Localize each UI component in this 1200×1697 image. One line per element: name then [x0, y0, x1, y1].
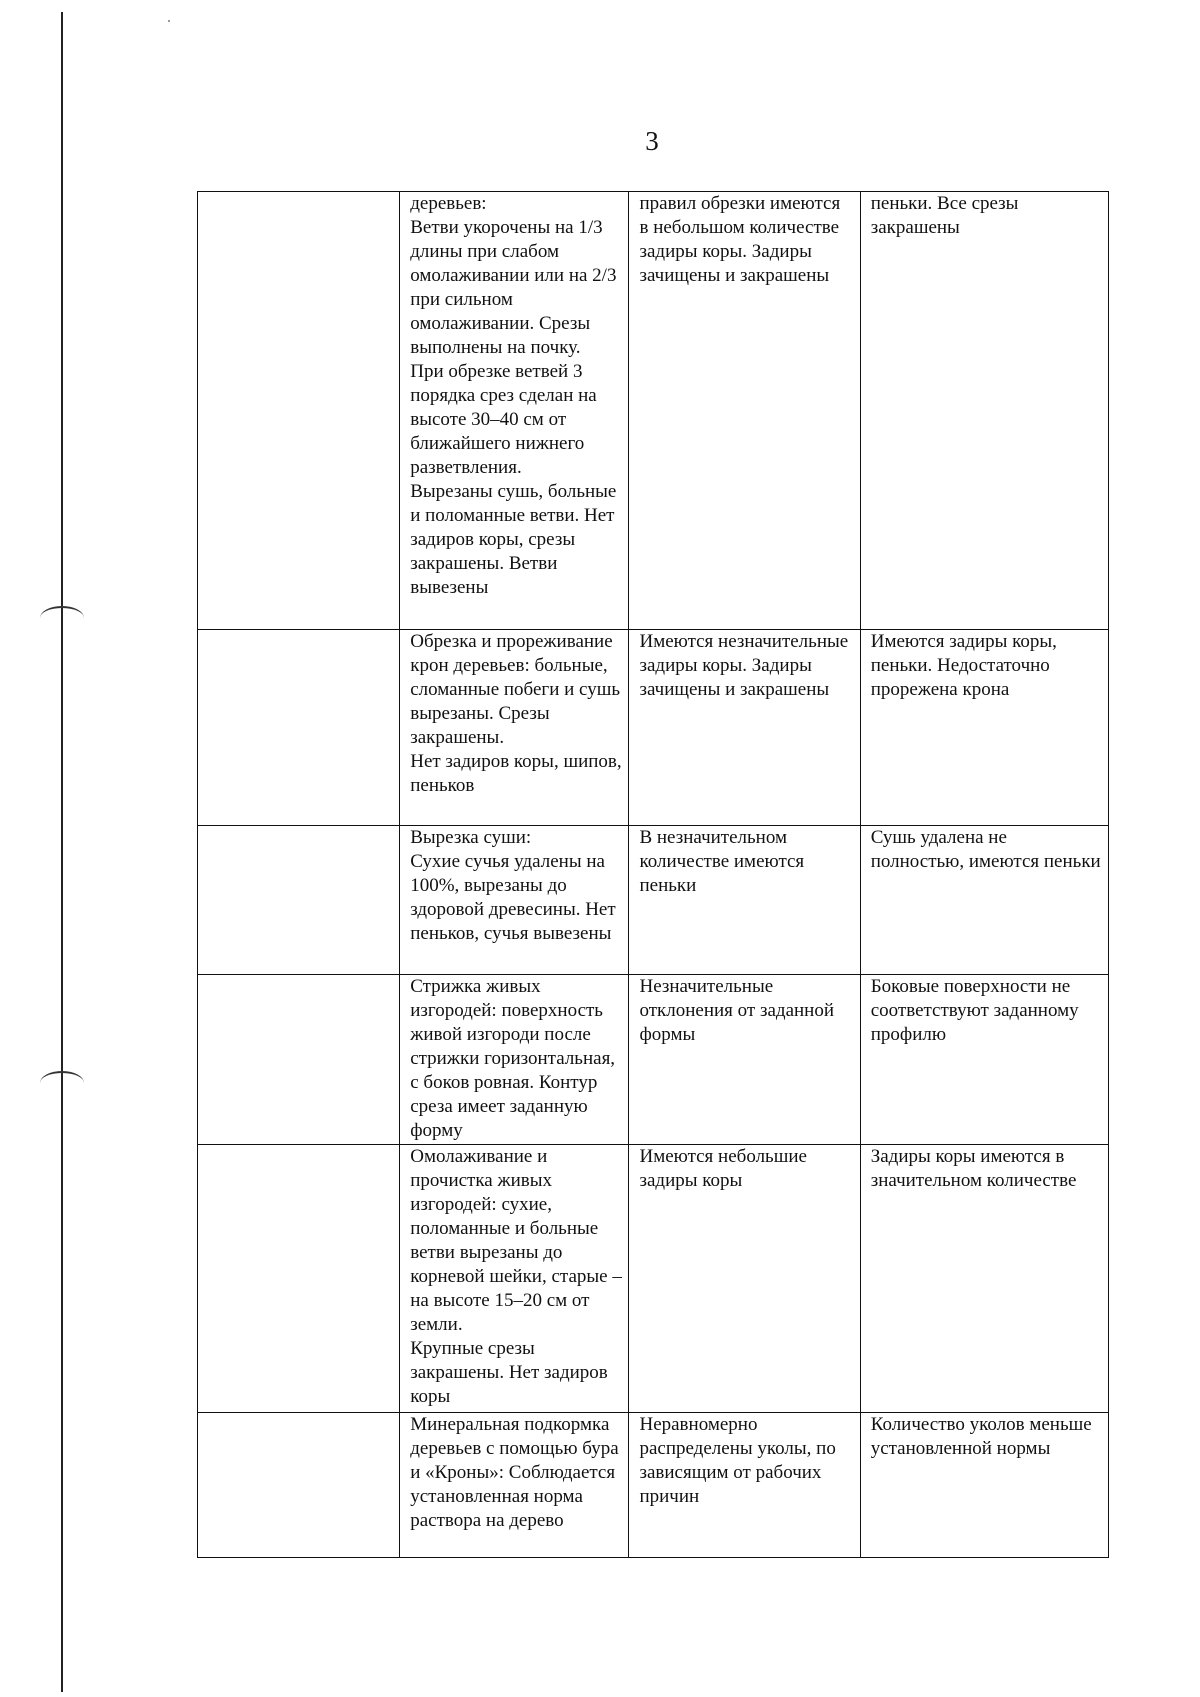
table-cell-blank — [198, 630, 400, 826]
binding-line — [61, 12, 63, 1692]
table-cell-major-defects: Сушь удалена не полностью, имеются пеньки — [860, 826, 1108, 975]
table-cell-requirement: Вырезка суши: Сухие сучья удалены на 100%, вырезаны до здоровой древесины. Нет пеньков, сучья вывезены — [400, 826, 629, 975]
table-cell-major-defects: Задиры коры имеются в значительном количестве — [860, 1145, 1108, 1413]
table-cell-blank — [198, 1413, 400, 1558]
table-row — [198, 192, 1109, 630]
table-row — [198, 975, 1109, 1145]
scan-speck — [168, 20, 170, 22]
table-cell-requirement: Минеральная подкормка деревьев с помощью бура и «Кроны»: Соблюдается установленная норма раствора на дерево — [400, 1413, 629, 1558]
table-cell-blank — [198, 826, 400, 975]
table-row — [198, 1145, 1109, 1413]
table-cell-requirement: Омолаживание и прочистка живых изгородей: сухие, поломанные и больные ветви вырезаны до корневой шейки, старые – на высоте 15–20 см от земли. Крупные срезы закрашены. Нет задиров коры — [400, 1145, 629, 1413]
assessment-table — [197, 191, 1109, 1558]
table-cell-minor-defects: Имеются небольшие задиры коры — [629, 1145, 860, 1413]
table-cell-major-defects: Имеются задиры коры, пеньки. Недостаточно прорежена крона — [860, 630, 1108, 826]
table-cell-minor-defects: правил обрезки имеются в небольшом количестве задиры коры. Задиры зачищены и закрашены — [629, 192, 860, 630]
table-cell-major-defects: Боковые поверхности не соответствуют заданному профилю — [860, 975, 1108, 1145]
table-cell-minor-defects: Незначительные отклонения от заданной формы — [629, 975, 860, 1145]
table-row — [198, 630, 1109, 826]
table-cell-requirement: деревьев: Ветви укорочены на 1/3 длины при слабом омолаживании или на 2/3 при сильном омолаживании. Срезы выполнены на почку. При обрезке ветвей 3 порядка срез сделан на высоте 30–40 см от ближайшего нижнего разветвления. Вырезаны сушь, больные и поломанные ветви. Нет задиров коры, срезы закрашены. Ветви вывезены — [400, 192, 629, 630]
table-row — [198, 1413, 1109, 1558]
table-cell-blank — [198, 1145, 400, 1413]
punch-hole-mark — [40, 1071, 84, 1095]
table-cell-blank — [198, 192, 400, 630]
table-cell-requirement: Стрижка живых изгородей: поверхность живой изгороди после стрижки горизонтальная, с боков ровная. Контур среза имеет заданную форму — [400, 975, 629, 1145]
table-cell-minor-defects: Имеются незначительные задиры коры. Задиры зачищены и закрашены — [629, 630, 860, 826]
table-cell-requirement: Обрезка и прореживание крон деревьев: больные, сломанные побеги и сушь вырезаны. Срезы закрашены. Нет задиров коры, шипов, пеньков — [400, 630, 629, 826]
table-cell-major-defects: пеньки. Все срезы закрашены — [860, 192, 1108, 630]
table-cell-minor-defects: Неравномерно распределены уколы, по зависящим от рабочих причин — [629, 1413, 860, 1558]
table-cell-blank — [198, 975, 400, 1145]
table-cell-minor-defects: В незначительном количестве имеются пеньки — [629, 826, 860, 975]
table-cell-major-defects: Количество уколов меньше установленной нормы — [860, 1413, 1108, 1558]
page-number: 3 — [645, 126, 659, 156]
punch-hole-mark — [40, 606, 84, 630]
table-row — [198, 826, 1109, 975]
